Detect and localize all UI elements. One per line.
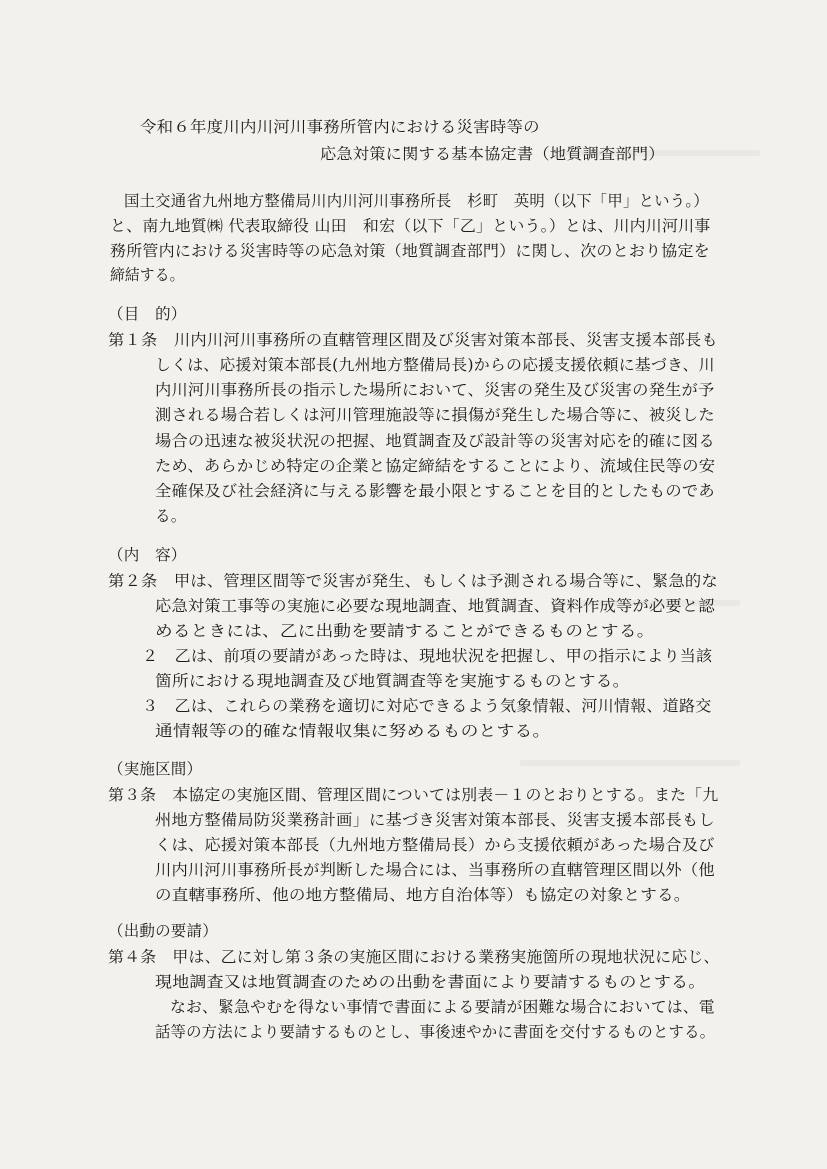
- article-2-line: めるときには、乙に出動を要請することができるものとする。: [155, 622, 655, 640]
- article-2-line: 箇所における現地調査及び地質調査等を実施するものとする。: [155, 672, 630, 690]
- article-2-line: 通情報等の的確な情報収集に努めるものとする。: [155, 722, 551, 740]
- article-3-line: 州地方整備局防災業務計画」に基づき災害対策本部長、災害支援本部長もし: [155, 811, 715, 829]
- section-heading-content: （内 容）: [108, 546, 187, 564]
- document-title-line-2: 応急対策に関する基本協定書（地質調査部門）: [320, 145, 665, 163]
- article-4-line: 現地調査又は地質調査のための出動を書面により要請するものとする。: [155, 973, 706, 991]
- article-2-line: 第２条 甲は、管理区間等で災害が発生、もしくは予測される場合等に、緊急的な: [108, 572, 718, 590]
- article-2-line: ２ 乙は、前項の要請があった時は、現地状況を把握し、甲の指示により当該: [142, 647, 713, 665]
- article-1-line: 第１条 川内川河川事務所の直轄管理区間及び災害対策本部長、災害支援本部長も: [108, 331, 718, 349]
- article-1-line: る。: [155, 507, 187, 525]
- article-1-line: 測される場合若しくは河川管理施設等に損傷が発生した場合等に、被災した: [155, 406, 715, 424]
- section-heading-area: （実施区間）: [108, 760, 203, 778]
- article-1-line: ため、あらかじめ特定の企業と協定締結をすることにより、流域住民等の安: [155, 457, 716, 475]
- preamble-line: 締結する。: [110, 266, 185, 284]
- article-4-line: なお、緊急やむを得ない事情で書面による要請が困難な場合においては、電: [170, 998, 715, 1016]
- bleed-through: [520, 760, 740, 766]
- preamble-line: 務所管内における災害時等の応急対策（地質調査部門）に関し、次のとおり協定を: [110, 242, 710, 260]
- article-1-line: 内川河川事務所長の指示した場所において、災害の発生及び災害の発生が予: [155, 381, 715, 399]
- article-2-line: ３ 乙は、これらの業務を適切に対応できるよう気象情報、河川情報、道路交: [142, 697, 712, 715]
- article-4-line: 話等の方法により要請するものとし、事後速やかに書面を交付するものとする。: [155, 1023, 716, 1041]
- article-3-line: の直轄事務所、他の地方整備局、地方自治体等）も協定の対象とする。: [155, 886, 691, 904]
- article-3-line: 第３条 本協定の実施区間、管理区間については別表－１のとおりとする。また「九: [108, 786, 719, 804]
- preamble-line: と、南九地質㈱ 代表取締役 山田 和宏（以下「乙」という。）とは、川内川河川事: [110, 217, 711, 235]
- document-title-line-1: 令和６年度川内川河川事務所管内における災害時等の: [140, 118, 540, 136]
- article-1-line: しくは、応援対策本部長(九州地方整備局長)からの応援支援依頼に基づき、川: [155, 356, 715, 374]
- section-heading-purpose: （目 的）: [108, 305, 187, 323]
- article-3-line: くは、応援対策本部長（九州地方整備局長）から支援依頼があった場合及び: [155, 836, 715, 854]
- article-4-line: 第４条 甲は、乙に対し第３条の実施区間における業務実施箇所の現地状況に応じ、: [108, 948, 720, 966]
- article-3-line: 川内川河川事務所長が判断した場合には、当事務所の直轄管理区間以外（他: [155, 861, 715, 879]
- preamble-line: 国土交通省九州地方整備局川内川河川事務所長 杉町 英明（以下「甲」という。）: [124, 192, 709, 210]
- article-1-line: 場合の迅速な被災状況の把握、地質調査及び設計等の災害対応を的確に図る: [155, 432, 715, 450]
- article-1-line: 全確保及び社会経済に与える影響を最小限とすることを目的としたものであ: [155, 482, 715, 500]
- article-2-line: 応急対策工事等の実施に必要な現地調査、地質調査、資料作成等が必要と認: [155, 597, 715, 615]
- section-heading-request: （出動の要請）: [108, 922, 218, 940]
